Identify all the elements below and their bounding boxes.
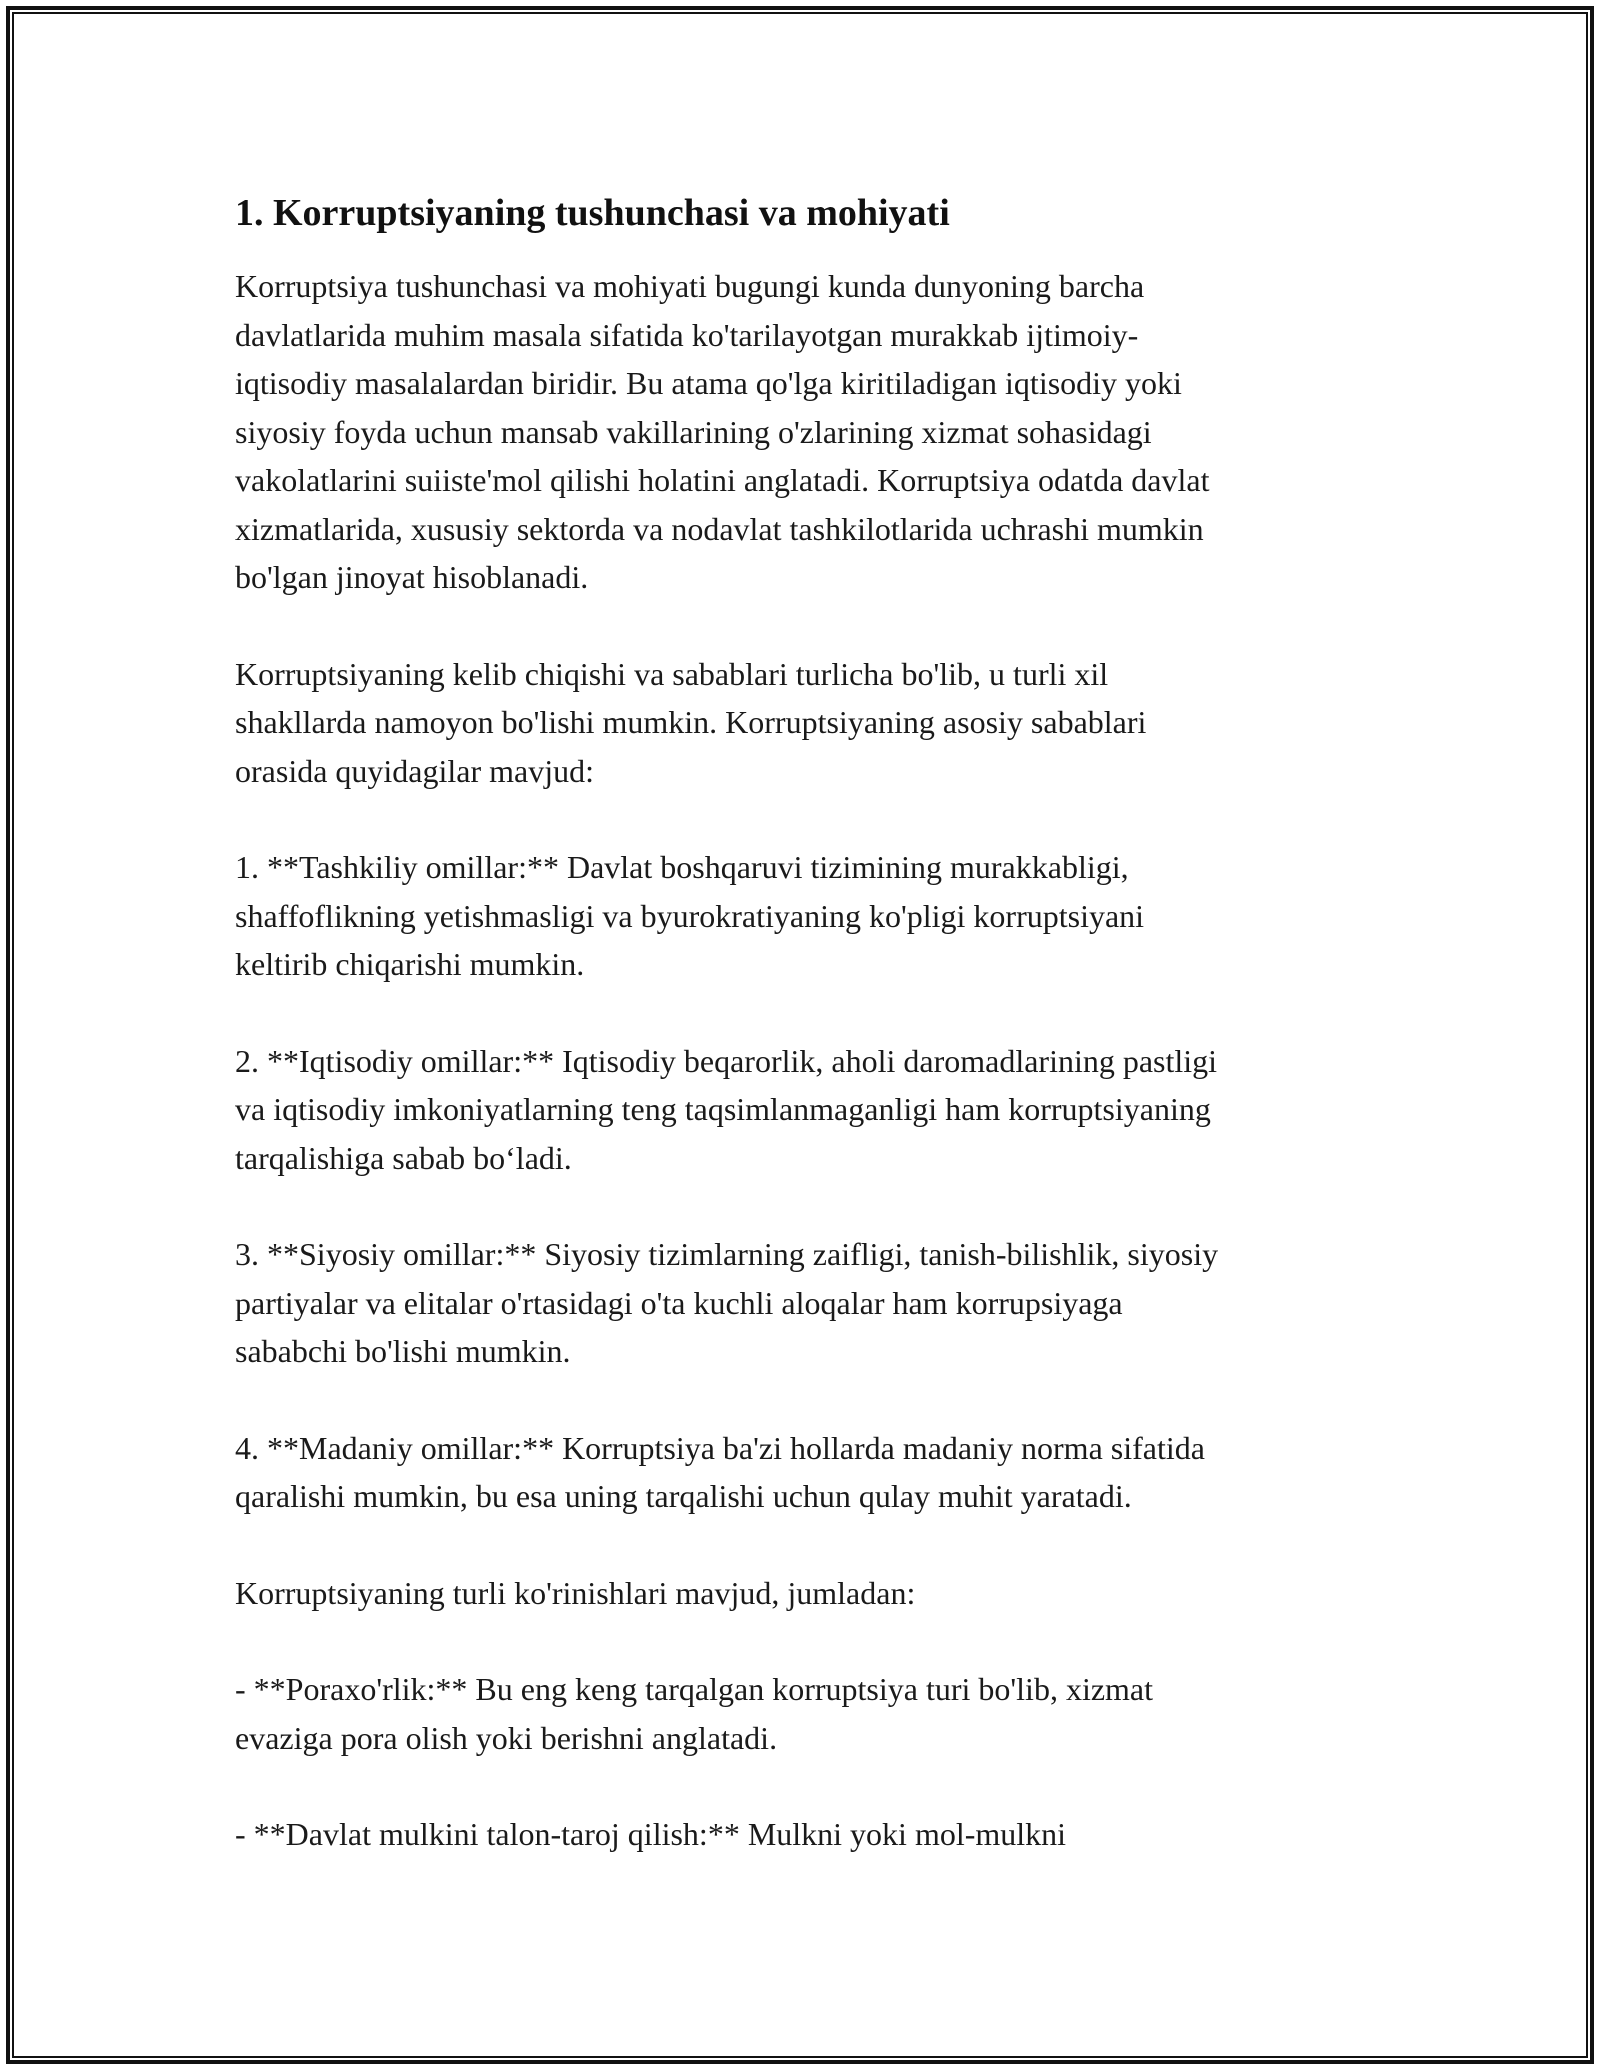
paragraph-intro: Korruptsiya tushunchasi va mohiyati bugungi kunda dunyoning barcha davlatlarida muhim masala sifatida ko'tarilayotgan murakkab ijtimoiy- iqtisodiy masalalardan biridir. Bu atama qo'lga kiritiladigan iqtisodiy yoki siyosiy foyda uchun mansab vakillarining o'zlarining xizmat sohasidagi vakolatlarini suiiste'mol qilishi holatini anglatadi. Korruptsiya odatda davlat xizmatlarida, xususiy sektorda va nodavlat tashkilotlarida uchrashi mumkin bo'lgan jinoyat hisoblanadi.: [235, 268, 1210, 595]
bullet-item-bribery: - **Poraxo'rlik:** Bu eng keng tarqalgan korruptsiya turi bo'lib, xizmat evaziga pora olish yoki berishni anglatadi.: [235, 1671, 1154, 1756]
list-item-political: 3. **Siyosiy omillar:** Siyosiy tizimlarning zaifligi, tanish-bilishlik, siyosiy partiyalar va elitalar o'rtasidagi o'ta kuchli aloqalar ham korrupsiyaga sababchi bo'lishi mumkin.: [235, 1236, 1219, 1369]
list-item-cultural: 4. **Madaniy omillar:** Korruptsiya ba'zi hollarda madaniy norma sifatida qaralishi mumkin, bu esa uning tarqalishi uchun qulay muhit yaratadi.: [235, 1429, 1205, 1514]
document-body: [235, 188, 1385, 1907]
list-item-organizational: 1. **Tashkiliy omillar:** Davlat boshqaruvi tizimining murakkabligi, shaffoflikning yetishmasligi va byurokratiyaning ko'pligi korruptsiyani keltirib chiqarishi mumkin.: [235, 849, 1145, 982]
paragraph-causes-intro: Korruptsiyaning kelib chiqishi va sabablari turlicha bo'lib, u turli xil shakllarda namoyon bo'lishi mumkin. Korruptsiyaning asosiy sabablari orasida quyidagilar mavjud:: [235, 655, 1147, 789]
list-item-economic: 2. **Iqtisodiy omillar:** Iqtisodiy beqarorlik, aholi daromadlarining pastligi va iqtisodiy imkoniyatlarning teng taqsimlanmaganligi ham korruptsiyaning tarqalishiga sabab bo‘ladi.: [235, 1042, 1218, 1176]
paragraph-forms-intro: Korruptsiyaning turli ko'rinishlari mavjud, jumladan:: [235, 1574, 916, 1611]
section-heading: 1. Korruptsiyaning tushunchasi va mohiyati: [235, 192, 950, 234]
bullet-item-embezzlement: - **Davlat mulkini talon-taroj qilish:** Mulkni yoki mol-mulkni: [235, 1816, 1067, 1852]
